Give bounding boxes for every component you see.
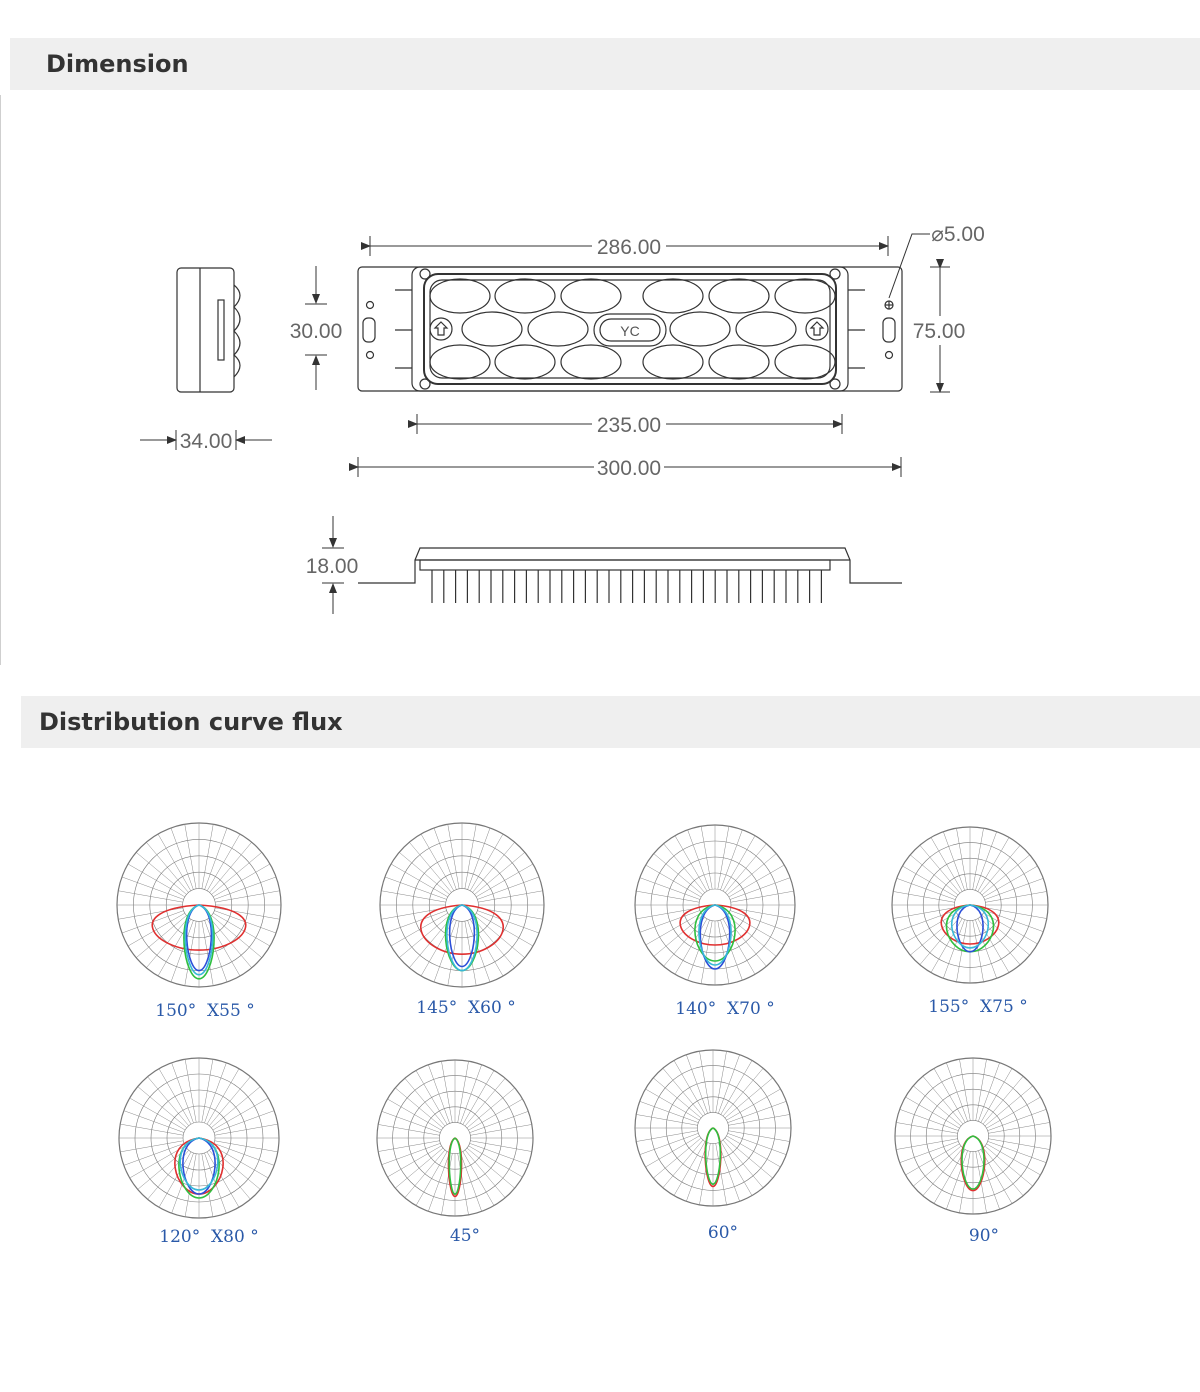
polar-spoke (428, 1153, 449, 1212)
polar-spoke (202, 1154, 213, 1217)
polar-spoke (465, 824, 476, 889)
dim-hole-diameter: ⌀5.00 (931, 223, 985, 246)
brand-logo-text: YC (620, 323, 640, 339)
polar-spoke (385, 911, 447, 933)
polar-spoke (476, 864, 533, 897)
polar-spoke (718, 1055, 739, 1114)
polar-spoke (470, 1111, 529, 1132)
polar-spoke (900, 1141, 959, 1162)
polar-spoke (473, 918, 515, 968)
dimension-labels (180, 223, 985, 578)
polar-spoke (428, 1065, 449, 1124)
polar-spoke (640, 1133, 699, 1154)
polar-spoke (118, 908, 183, 919)
polar-spoke (409, 842, 451, 892)
polar-spoke (478, 891, 543, 902)
polar-spoke (636, 1131, 697, 1142)
polar-spoke (441, 1061, 452, 1122)
polar-spoke (207, 834, 240, 891)
polar-spoke (215, 1141, 278, 1152)
profile-view (358, 548, 902, 603)
polar-spoke (382, 1111, 441, 1132)
polar-spoke (382, 1143, 441, 1164)
polar-spoke (391, 913, 448, 946)
polar-spoke (146, 842, 188, 892)
beam-angle-caption: 60° (707, 1223, 739, 1243)
polar-spoke (477, 911, 539, 933)
polar-spoke (636, 891, 699, 902)
polar-spoke (640, 910, 700, 932)
polar-spoke (470, 1124, 531, 1135)
polar-spoke (728, 1133, 787, 1154)
polar-spoke (215, 1124, 278, 1135)
polar-spoke (460, 1065, 481, 1124)
dim-overall-length: 300.00 (596, 457, 662, 480)
polar-plot-4 (865, 805, 1075, 1005)
dim-lens-length: 235.00 (596, 414, 662, 437)
polar-spoke (477, 877, 539, 899)
polar-spoke (213, 913, 270, 946)
polar-spoke (720, 830, 742, 890)
polar-spoke (399, 852, 449, 894)
polar-spoke (716, 1051, 727, 1112)
dim-depth: 34.00 (179, 430, 233, 453)
polar-spoke (122, 877, 184, 899)
polar-spoke (171, 920, 193, 982)
dim-overall-width: 75.00 (912, 320, 966, 343)
dim-side-height: 30.00 (289, 320, 343, 343)
polar-plot-6 (350, 1038, 560, 1238)
polar-spoke (210, 842, 252, 892)
polar-spoke (988, 1122, 1049, 1133)
polar-spoke (976, 1059, 987, 1120)
polar-spoke (378, 1141, 439, 1152)
polar-spoke (730, 910, 790, 932)
polar-spoke (636, 908, 699, 919)
beam-angle-caption: 45° (449, 1226, 481, 1246)
polar-spoke (458, 1061, 469, 1122)
polar-spoke (185, 1059, 196, 1122)
beam-angle-caption: 140° X70 ° (675, 999, 775, 1019)
polar-spoke (470, 1141, 531, 1152)
polar-spoke (728, 1131, 789, 1142)
polar-plot-5 (94, 1038, 304, 1238)
polar-spoke (731, 908, 794, 919)
polar-spoke (381, 891, 446, 902)
polar-spoke (391, 864, 448, 897)
polar-spoke (943, 832, 964, 891)
polar-spoke (988, 1141, 1047, 1162)
polar-plot-2 (357, 805, 567, 1005)
side-view (177, 268, 240, 392)
polar-spoke (956, 828, 967, 889)
section-title-dimension: Dimension (46, 50, 189, 78)
polar-spoke (434, 828, 456, 890)
polar-spoke (136, 852, 186, 894)
polar-spoke (470, 1143, 529, 1164)
polar-spoke (988, 1109, 1047, 1130)
dim-module-length: 286.00 (596, 236, 662, 259)
polar-spoke (118, 891, 183, 902)
polar-spoke (893, 891, 954, 902)
polar-spoke (468, 828, 490, 890)
polar-spoke (959, 1059, 970, 1120)
polar-spoke (215, 891, 280, 902)
dimension-lines (140, 234, 950, 614)
polar-spoke (476, 913, 533, 946)
polar-plot-1 (94, 805, 304, 1005)
polar-spoke (128, 864, 185, 897)
polar-spoke (731, 891, 794, 902)
beam-angle-caption: 155° X75 ° (928, 997, 1028, 1017)
polar-spoke (730, 878, 790, 900)
polar-spoke (975, 832, 996, 891)
polar-spoke (214, 877, 276, 899)
polar-spoke (718, 826, 729, 889)
polar-spoke (985, 891, 1046, 902)
polar-spoke (136, 916, 186, 958)
polar-plot-8 (868, 1036, 1078, 1236)
beam-angle-caption: 120° X80 ° (159, 1227, 259, 1247)
polar-spoke (202, 824, 213, 889)
polar-spoke (409, 918, 451, 968)
polar-spoke (185, 1154, 196, 1217)
polar-spoke (640, 1101, 699, 1122)
polar-spoke (212, 916, 262, 958)
polar-spoke (728, 1101, 787, 1122)
polar-spoke (470, 834, 503, 891)
polar-spoke (699, 1051, 710, 1112)
polar-spoke (686, 1055, 707, 1114)
polar-spoke (124, 1111, 184, 1133)
polar-spoke (900, 1109, 959, 1130)
polar-spoke (185, 824, 196, 889)
polar-plot-7 (608, 1028, 818, 1228)
polar-spoke (973, 828, 984, 889)
polar-spoke (215, 908, 280, 919)
polar-spoke (128, 913, 185, 946)
polar-spoke (378, 1124, 439, 1135)
polar-spoke (120, 1141, 183, 1152)
polar-spoke (985, 878, 1044, 899)
polar-spoke (475, 852, 525, 894)
beam-angle-caption: 145° X60 ° (416, 998, 516, 1018)
polar-spoke (171, 828, 193, 890)
beam-angle-caption: 150° X55 ° (155, 1001, 255, 1021)
polar-spoke (421, 834, 454, 891)
polar-spoke (172, 1063, 194, 1123)
section-title-distribution: Distribution curve flux (39, 708, 343, 736)
polar-spoke (897, 878, 956, 899)
polar-spoke (473, 842, 515, 892)
polar-spoke (448, 824, 459, 889)
polar-plot-3 (610, 805, 820, 1005)
polar-spoke (728, 1114, 789, 1125)
polar-spoke (385, 877, 447, 899)
polar-spoke (205, 828, 227, 890)
polar-spoke (204, 1063, 226, 1123)
polar-spoke (460, 1153, 481, 1212)
polar-spoke (636, 1114, 697, 1125)
distribution-header (21, 696, 1200, 748)
polar-spoke (202, 1059, 213, 1122)
polar-spoke (158, 834, 191, 891)
polar-spoke (205, 920, 227, 982)
polar-spoke (214, 1111, 274, 1133)
polar-spoke (988, 1139, 1049, 1150)
polar-spoke (640, 878, 700, 900)
polar-spoke (978, 1063, 999, 1122)
polar-spoke (701, 826, 712, 889)
polar-spoke (212, 852, 262, 894)
polar-spoke (688, 830, 710, 890)
polar-spoke (120, 1124, 183, 1135)
polar-spoke (896, 1122, 957, 1133)
dim-profile-height: 18.00 (305, 555, 359, 578)
polar-spoke (213, 864, 270, 897)
polar-spoke (946, 1063, 967, 1122)
beam-angle-caption: 90° (968, 1226, 1000, 1246)
polar-spoke (896, 1139, 957, 1150)
